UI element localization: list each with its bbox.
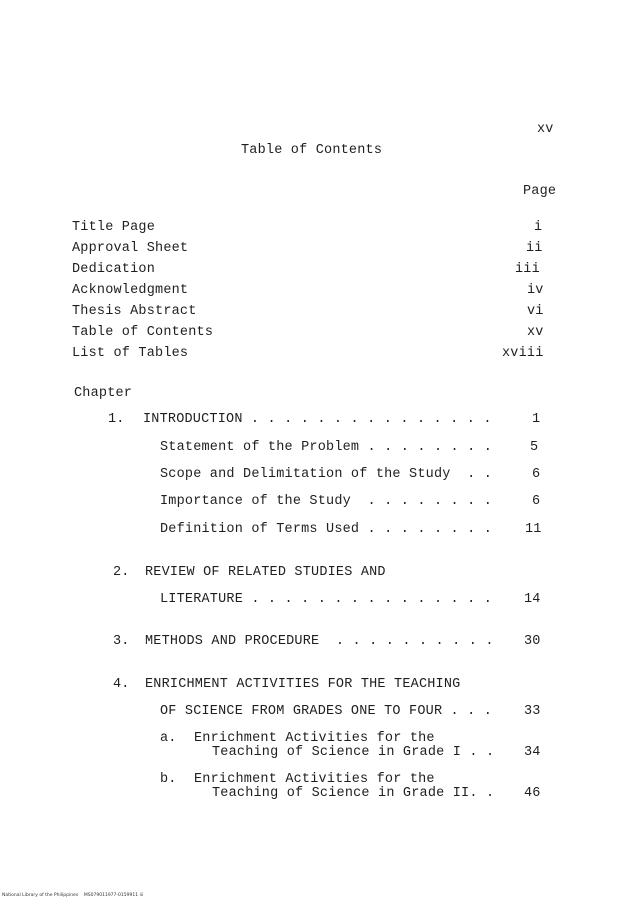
section-page: 11 [525,522,542,537]
subsection-page: 46 [524,786,541,801]
front-matter-page: iv [527,283,544,298]
subsection-title: Enrichment Activities for the [194,731,435,746]
section-title: Statement of the Problem . . . . . . . . [160,440,493,455]
front-matter-page: iii [515,262,540,277]
subsection-letter: b. [160,772,177,787]
chapter-title: REVIEW OF RELATED STUDIES AND [145,565,386,580]
page-column-header: Page [523,184,557,199]
page-number: xv [537,122,554,137]
scan-footer-text: National Library of the Philippines MS079011977-0159911 iii [2,893,144,898]
chapter-page: 30 [524,634,541,649]
section-page: 5 [530,440,539,455]
front-matter-label: Dedication [72,262,156,277]
section-page: 6 [532,467,541,482]
section-title: Definition of Terms Used . . . . . . . . [160,522,493,537]
subsection-title: Enrichment Activities for the [194,772,435,787]
chapter-number: 3. [113,634,130,649]
chapter-title: METHODS AND PROCEDURE . . . . . . . . . . [145,634,494,649]
subsection-letter: a. [160,731,177,746]
chapter-number: 1. [108,412,125,427]
subsection-title-continued: Teaching of Science in Grade I . . [212,745,495,760]
chapter-number: 2. [113,565,130,580]
section-title: Importance of the Study . . . . . . . . [160,494,493,509]
chapter-page: 33 [524,704,541,719]
subsection-page: 34 [524,745,541,760]
chapter-title: ENRICHMENT ACTIVITIES FOR THE TEACHING [145,677,461,692]
front-matter-page: i [534,220,543,235]
chapter-title: INTRODUCTION . . . . . . . . . . . . . . . [143,412,492,427]
front-matter-page: vi [527,304,544,319]
front-matter-page: xv [527,325,544,340]
front-matter-label: Approval Sheet [72,241,189,256]
subsection-title-continued: Teaching of Science in Grade II. . [212,786,495,801]
front-matter-label: Thesis Abstract [72,304,197,319]
chapter-page: 1 [532,412,541,427]
front-matter-label: Acknowledgment [72,283,189,298]
front-matter-page: ii [526,241,543,256]
front-matter-page: xviii [502,346,544,361]
front-matter-label: List of Tables [72,346,189,361]
section-page: 6 [532,494,541,509]
chapter-number: 4. [113,677,130,692]
front-matter-label: Title Page [72,220,156,235]
chapter-page: 14 [524,592,541,607]
chapter-title-continued: OF SCIENCE FROM GRADES ONE TO FOUR . . . [160,704,493,719]
front-matter-label: Table of Contents [72,325,214,340]
chapter-title-continued: LITERATURE . . . . . . . . . . . . . . . [160,592,493,607]
page-title: Table of Contents [241,143,383,158]
chapter-heading: Chapter [74,386,133,401]
section-title: Scope and Delimitation of the Study . . [160,467,493,482]
